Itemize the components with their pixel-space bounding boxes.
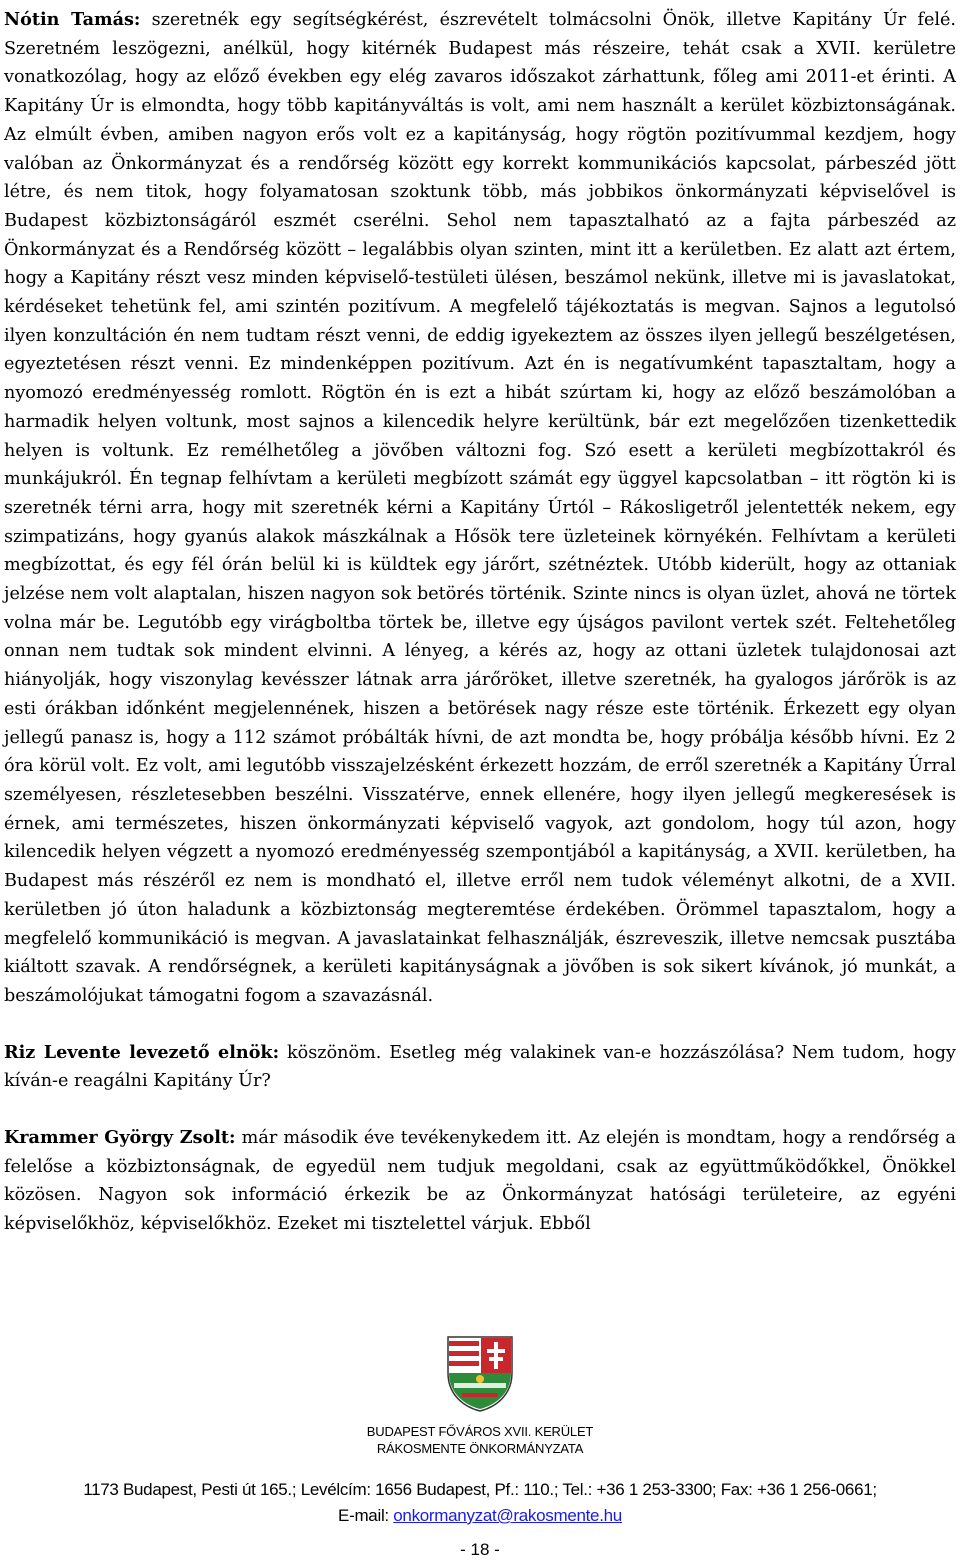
speaker-name: Riz Levente levezető elnök: [4,1041,280,1063]
paragraph-notin [4,6,956,1011]
paragraph-riz [4,1039,956,1096]
speaker-name: Krammer György Zsolt: [4,1127,236,1149]
email-line [0,1503,960,1529]
email-label: E-mail: [338,1506,394,1525]
document-body [4,6,956,1267]
paragraph-text: már második éve tevékenykedem itt. Az elején is mondtam, hogy a rendőrség a felelőse a közbiztonságnak, de egyedül nem tudjuk megoldani, csak az együttműködőkkel, Önökkel közösen. Nagyon sok információ érkezik be az Önkormányzat hatósági területeire, az egyéni képviselőkhöz, képviselőkhöz. Ezeket mi tisztelettel várjuk. Ebből [4,1128,956,1235]
page-number: - 18 - [460,1540,500,1559]
speaker-name: Nótin Tamás: [4,9,141,30]
paragraph-text: szeretnék egy segítségkérést, észrevételt tolmácsolni Önök, illetve Kapitány Úr felé. Szeretném leszögezni, anélkül, hogy kitérnék Budapest más részeire, tehát csak a XVII. kerületre vonatkozólag, hogy az előző években egy elég zavaros időszakot zárhattunk, főleg ami 2011-et érinti. A Kapitány Úr is elmondta, hogy több kapitányváltás is volt, ami nem használt a kerület közbiztonságának. Az elmúlt évben, amiben nagyon erős volt ez a kapitányság, hogy rögtön pozitívummal kezdjem, hogy valóban az Önkormányzat és a rendőrség között egy korrekt kommunikációs kapcsolat, párbeszéd jött létre, és nem titok, hogy folyamatosan szoktunk több, más jobbikos önkormányzati képviselővel is Budapest közbiztonságáról eszmét cserélni. Sehol nem tapasztalható az a fajta párbeszéd az Önkormányzat és a Rendőrség között – legalábbis olyan szinten, mint itt a kerületben. Ez alatt azt értem, hogy a Kapitány részt vesz minden képviselő-testületi ülésen, beszámol nekünk, illetve mi is javaslatokat, kérdéseket tehetünk fel, ami szintén pozitívum. A megfelelő tájékoztatás is megvan. Sajnos a legutolsó ilyen konzultáción én nem tudtam részt venni, de eddig igyekeztem az összes ilyen jellegű beszélgetésen, egyeztetésen részt venni. Ez mindenképpen pozitívum. Azt én is negatívumként tapasztaltam, hogy a nyomozó eredményesség romlott. Rögtön én is ezt a hibát szúrtam ki, hogy az előző beszámolóban a harmadik helyen voltunk, most sajnos a kilencedik helyre kerültünk, bár ezt megelőzően tizenkettedik helyen is voltunk. Ez remélhetőleg a jövőben változni fog. Szó esett a kerületi megbízottakról és munkájukról. Én tegnap felhívtam a kerületi megbízott számát egy üggyel kapcsolatban – itt rögtön ki is szeretnék térni arra, hogy mit szeretnék kérni a Kapitány Úrtól – Rákosligetről jelentették nekem, egy szimpatizáns, hogy gyanús alakok mászkálnak a Hősök tere üzleteinek környékén. Felhívtam a kerületi megbízottat, és egy fél órán belül ki is küldtek egy járőrt, szétnéztek. Utóbb kiderült, hogy az ottaniak jelzése nem volt alaptalan, hiszen nagyon sok betörés történik. Szinte nincs is olyan üzlet, ahová ne törtek volna már be. Legutóbb egy virágboltba törtek be, illetve egy újságos pavilont vertek szét. Feltehetőleg onnan nem tudtak sok mindent elvinni. A lényeg, a kérés az, hogy az ottani üzletek tulajdonosai azt hiányolják, hogy viszonylag kevésszer látnak arra járőröket, illetve szeretnék, ha gyalogos járőrök is az esti órákban időnként megjelennének, hiszen a betörések nagy része este történik. Érkezett egy olyan jellegű panasz is, hogy a 112 számot próbálták hívni, de azt mondta be, hogy próbálja később hívni. Ez 2 óra körül volt. Ez volt, ami legutóbb visszajelzésként érkezett hozzám, de erről szeretnék a Kapitány Úrral személyesen, részletesebben beszélni. Visszatérve, ennek ellenére, hogy ilyen jellegű megkeresések is érnek, ami természetes, hiszen önkormányzati képviselő vagyok, azt gondolom, hogy túl azon, hogy kilencedik helyen végzett a nyomozó eredményesség szempontjából a kapitányság, a XVII. kerületben, ha Budapest más részéről ez nem is mondható el, illetve erről nem tudok véleményt alkotni, de a XVII. kerületben jó úton haladunk a közbiztonság megteremtése érdekében. Örömmel tapasztalom, hogy a megfelelő kommunikáció is megvan. A javaslatainkat felhasználják, észreveszik, illetve nemcsak pusztába kiáltott szavak. A rendőrségnek, a kerületi kapitányságnak a jövőben is sok sikert kívánok, jó munkát, a beszámolójukat támogatni fogom a szavazásnál. [4,10,956,1006]
coat-of-arms-icon [444,1333,516,1413]
page-footer [0,1333,960,1561]
org-line-1: BUDAPEST FŐVÁROS XVII. KERÜLET [366,1424,594,1439]
organization-name [0,1423,960,1457]
email-link[interactable]: onkormanyzat@rakosmente.hu [393,1506,622,1525]
paragraph-text: köszönöm. Esetleg még valakinek van-e hozzászólása? Nem tudom, hogy kíván-e reagálni Kapitány Úr? [4,1042,956,1092]
paragraph-krammer [4,1124,956,1239]
footer-address [0,1477,960,1529]
address-line: 1173 Budapest, Pesti út 165.; Levélcím: 1656 Budapest, Pf.: 110.; Tel.: +36 1 253-3300; Fax: +36 1 256-0661; [83,1480,877,1499]
org-line-2: RÁKOSMENTE ÖNKORMÁNYZATA [376,1441,584,1456]
